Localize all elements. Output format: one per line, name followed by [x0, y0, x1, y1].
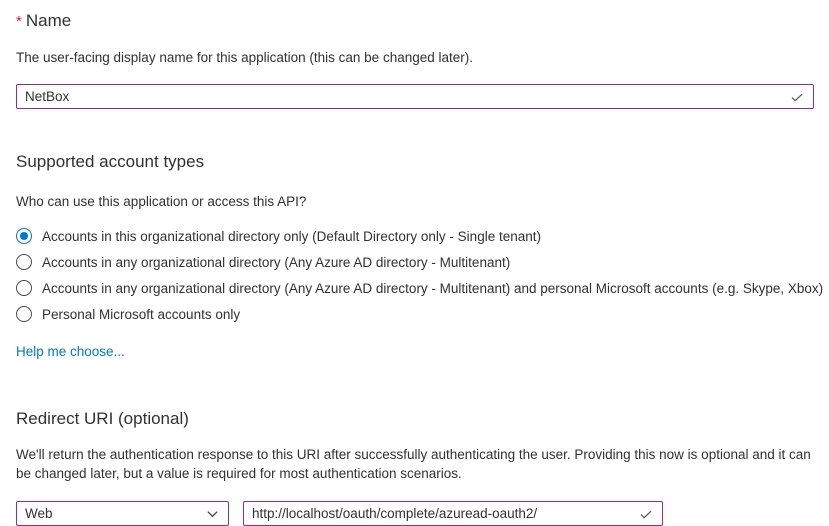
radio-option-label: Accounts in any organizational directory (Any Azure AD directory - Multitenant) and personal Microsoft accounts (e.g. Skype, Xbox) [42, 280, 824, 296]
name-section [16, 11, 814, 109]
radio-button-icon[interactable] [16, 254, 32, 270]
radio-option-label: Personal Microsoft accounts only [42, 306, 241, 322]
valid-checkmark-icon [789, 89, 805, 105]
name-title-text: Name [25, 11, 72, 30]
chevron-down-icon [205, 506, 220, 521]
radio-option-single-tenant[interactable] [16, 223, 814, 249]
redirect-uri-input[interactable] [243, 501, 663, 526]
name-description: The user-facing display name for this application (this can be changed later). [16, 50, 473, 65]
radio-option-label: Accounts in this organizational directory only (Default Directory only - Single tenant) [42, 228, 541, 244]
platform-select[interactable] [16, 501, 229, 526]
radio-button-icon[interactable] [16, 228, 32, 244]
redirect-uri-description: We'll return the authentication response to this URI after successfully authenticating the user. Providing this now is optional and it can be changed later, but a value is required for most authentication scenarios. [16, 447, 811, 481]
name-section-title [16, 11, 814, 32]
redirect-uri-title: Redirect URI (optional) [16, 409, 189, 428]
radio-button-icon[interactable] [16, 306, 32, 322]
radio-button-icon[interactable] [16, 280, 32, 296]
account-types-radio-group [16, 223, 824, 327]
radio-option-multitenant-personal[interactable] [16, 275, 824, 301]
platform-select-value: Web [25, 506, 53, 521]
account-types-question: Who can use this application or access this API? [16, 194, 307, 209]
name-field-container [16, 84, 814, 109]
redirect-uri-row [16, 501, 814, 526]
valid-checkmark-icon [638, 506, 654, 522]
name-input[interactable] [16, 84, 814, 109]
radio-option-label: Accounts in any organizational directory (Any Azure AD directory - Multitenant) [42, 254, 511, 270]
supported-account-types-section [16, 152, 824, 361]
redirect-uri-section [16, 409, 814, 526]
radio-option-personal-only[interactable] [16, 301, 814, 327]
help-me-choose-link[interactable]: Help me choose... [16, 344, 125, 359]
account-types-title: Supported account types [16, 152, 205, 171]
required-asterisk: * [16, 13, 22, 30]
radio-option-multitenant[interactable] [16, 249, 814, 275]
uri-field-container [243, 501, 663, 526]
